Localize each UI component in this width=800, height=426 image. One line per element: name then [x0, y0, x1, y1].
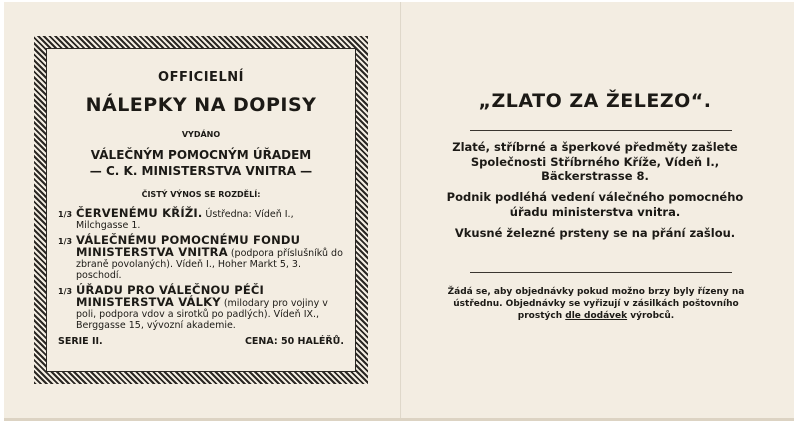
main-title: NÁLEPKY NA DOPISY: [85, 94, 317, 116]
item-rest: (milodary pro vojiny v poli, podpora vdov a sirotků po padlých). Vídeň IX., Berggasse 15, vývozní akademie.: [76, 298, 328, 331]
issuer-line: VÁLEČNÝM POMOCNÝM ÚŘADEM: [90, 148, 312, 162]
distribution-heading: ČISTÝ VÝNOS SE ROZDĚLÍ:: [141, 190, 261, 199]
fraction-label: 1/3: [58, 287, 73, 296]
item-rest: Ústředna: Vídeň I., Milchgasse 1.: [76, 209, 294, 231]
divider-top: [470, 130, 732, 131]
item-lead: VÁLEČNÉMU POMOCNÉMU FONDU MINISTERSTVA VNITRA: [76, 233, 301, 259]
item-lead: ÚŘADU PRO VÁLEČNOU PÉČI MINISTERSTVA VÁLKY: [76, 283, 265, 309]
paragraph-rings: Vkusné železné prsteny se na přání zašlou.: [454, 226, 736, 240]
distribution-list: [58, 208, 344, 335]
fraction-label: 1/3: [58, 210, 73, 219]
divider-bottom: [470, 272, 732, 273]
item-text: [76, 235, 344, 281]
left-panel: [58, 60, 344, 372]
item-text: [76, 208, 344, 231]
paragraph-gold: Zlaté, stříbrné a šperkové předměty zašlete Společnosti Stříbrného Kříže, Vídeň I., Bäckerstrasse 8.: [452, 140, 738, 183]
footer-row: [58, 336, 344, 347]
list-item: [58, 208, 344, 231]
item-rest: (podpora příslušníků do zbraně povolaných). Vídeň I., Hoher Markt 5, 3. poschodí.: [76, 248, 343, 281]
right-title: „ZLATO ZA ŽELEZO“.: [478, 90, 712, 112]
fold-line: [400, 2, 402, 420]
paragraph-orders: [446, 286, 746, 322]
orders-text: Žádá se, aby objednávky pokud možno brzy byly řízeny na ústřednu. Objednávky se vyřizují v zásilkách poštovního prostých: [447, 287, 745, 321]
item-text: [76, 285, 344, 331]
officialni-heading: OFFICIELNÍ: [158, 70, 244, 85]
paragraph-management: Podnik podléhá vedení válečného pomocného úřadu ministerstva vnitra.: [446, 190, 744, 219]
orders-underlined: dle dodávek: [565, 311, 628, 321]
list-item: [58, 285, 344, 331]
item-lead: ČERVENÉMU KŘÍŽI.: [76, 206, 203, 220]
sheet-edge: [4, 418, 794, 421]
fraction-label: 1/3: [58, 237, 73, 246]
list-item: [58, 235, 344, 281]
vydano-label: VYDÁNO: [181, 130, 221, 139]
serie-label: SERIE II.: [58, 336, 103, 347]
orders-end: výrobců.: [627, 311, 675, 321]
price-label: CENA: 50 HALÉŘŮ.: [244, 336, 344, 347]
ministry-line: — C. K. MINISTERSTVA VNITRA —: [89, 164, 313, 178]
